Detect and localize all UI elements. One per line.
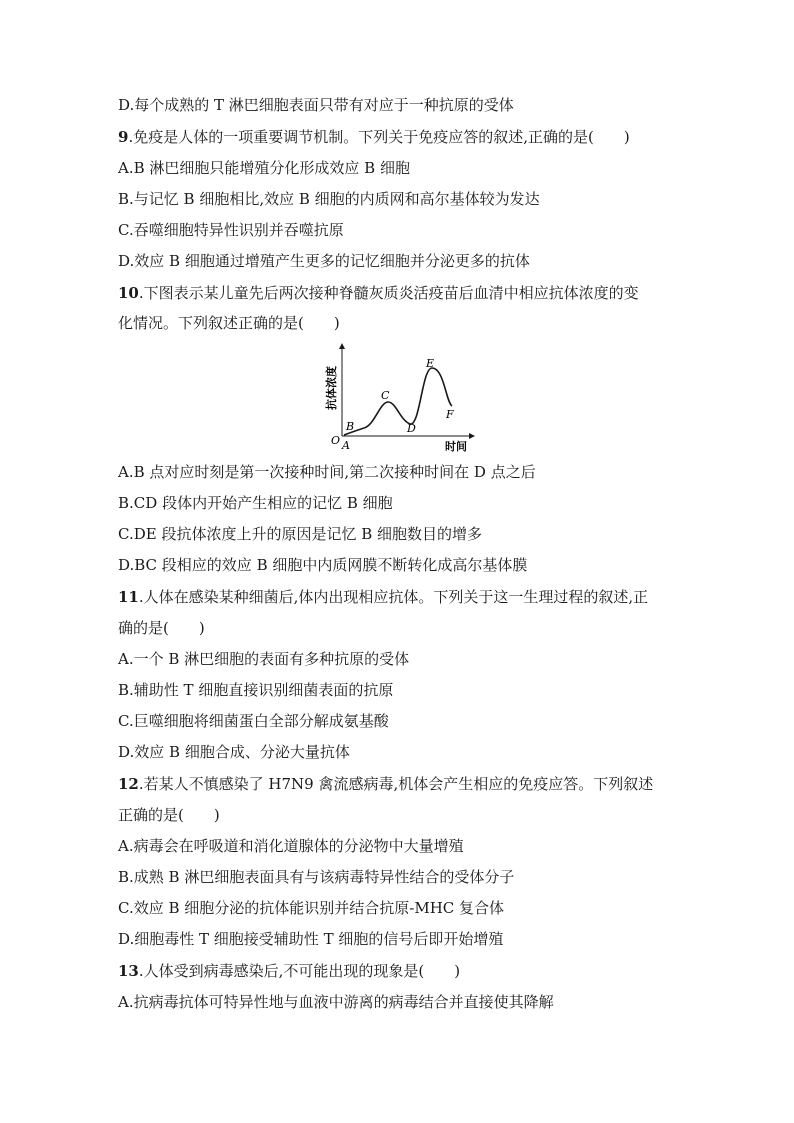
point-c-label: C xyxy=(381,389,390,402)
option-10b: B.CD 段体内开始产生相应的记忆 B 细胞 xyxy=(118,494,393,512)
question-number: 11 xyxy=(118,588,139,606)
option-9d: D.效应 B 细胞通过增殖产生更多的记忆细胞并分泌更多的抗体 xyxy=(118,252,530,270)
question-number: 9 xyxy=(118,128,129,146)
option-8d: D.每个成熟的 T 淋巴细胞表面只带有对应于一种抗原的受体 xyxy=(118,96,514,114)
question-number: 12 xyxy=(118,775,139,793)
option-10d: D.BC 段相应的效应 B 细胞中内质网膜不断转化成高尔基体膜 xyxy=(118,556,528,574)
option-12b: B.成熟 B 淋巴细胞表面具有与该病毒特异性结合的受体分子 xyxy=(118,868,515,886)
option-9a: A.B 淋巴细胞只能增殖分化形成效应 B 细胞 xyxy=(118,159,410,177)
option-12a: A.病毒会在呼吸道和消化道腺体的分泌物中大量增殖 xyxy=(118,837,464,855)
question-12-stem: 12.若某人不慎感染了 H7N9 禽流感病毒,机体会产生相应的免疫应答。下列叙述 xyxy=(118,775,654,793)
question-number: 13 xyxy=(118,962,139,980)
point-a-label: A xyxy=(342,439,350,452)
question-13-stem: 13.人体受到病毒感染后,不可能出现的现象是( ) xyxy=(118,962,461,980)
question-9-stem: 9.免疫是人体的一项重要调节机制。下列关于免疫应答的叙述,正确的是( ) xyxy=(118,128,630,146)
antibody-curve xyxy=(344,368,452,435)
option-11c: C.巨噬细胞将细菌蛋白全部分解成氨基酸 xyxy=(118,712,389,730)
option-13a: A.抗病毒抗体可特异性地与血液中游离的病毒结合并直接使其降解 xyxy=(118,993,554,1011)
option-9c: C.吞噬细胞特异性识别并吞噬抗原 xyxy=(118,221,344,239)
y-axis-label: 抗体浓度 xyxy=(325,366,338,410)
option-11a: A.一个 B 淋巴细胞的表面有多种抗原的受体 xyxy=(118,650,410,668)
origin-label: O xyxy=(331,434,341,447)
option-9b: B.与记忆 B 细胞相比,效应 B 细胞的内质网和高尔基体较为发达 xyxy=(118,190,540,208)
point-e-label: E xyxy=(426,357,435,370)
question-number: 10 xyxy=(118,284,139,302)
option-11b: B.辅助性 T 细胞直接识别细菌表面的抗原 xyxy=(118,681,394,699)
option-10c: C.DE 段抗体浓度上升的原因是记忆 B 细胞数目的增多 xyxy=(118,525,483,543)
point-d-label: D xyxy=(407,422,416,435)
antibody-concentration-graph xyxy=(318,340,478,455)
question-12-stem-cont: 正确的是( ) xyxy=(118,806,220,824)
question-11-stem: 11.人体在感染某种细菌后,体内出现相应抗体。下列关于这一生理过程的叙述,正 xyxy=(118,588,649,606)
question-10-stem-cont: 化情况。下列叙述正确的是( ) xyxy=(118,314,340,332)
option-11d: D.效应 B 细胞合成、分泌大量抗体 xyxy=(118,743,350,761)
point-f-label: F xyxy=(446,408,454,421)
question-11-stem-cont: 确的是( ) xyxy=(118,619,205,637)
x-axis-label: 时间 xyxy=(445,440,467,453)
option-10a: A.B 点对应时刻是第一次接种时间,第二次接种时间在 D 点之后 xyxy=(118,463,536,481)
point-b-label: B xyxy=(346,420,355,433)
option-12d: D.细胞毒性 T 细胞接受辅助性 T 细胞的信号后即开始增殖 xyxy=(118,930,504,948)
option-12c: C.效应 B 细胞分泌的抗体能识别并结合抗原-MHC 复合体 xyxy=(118,899,505,917)
question-10-stem: 10.下图表示某儿童先后两次接种脊髓灰质炎活疫苗后血清中相应抗体浓度的变 xyxy=(118,284,639,302)
